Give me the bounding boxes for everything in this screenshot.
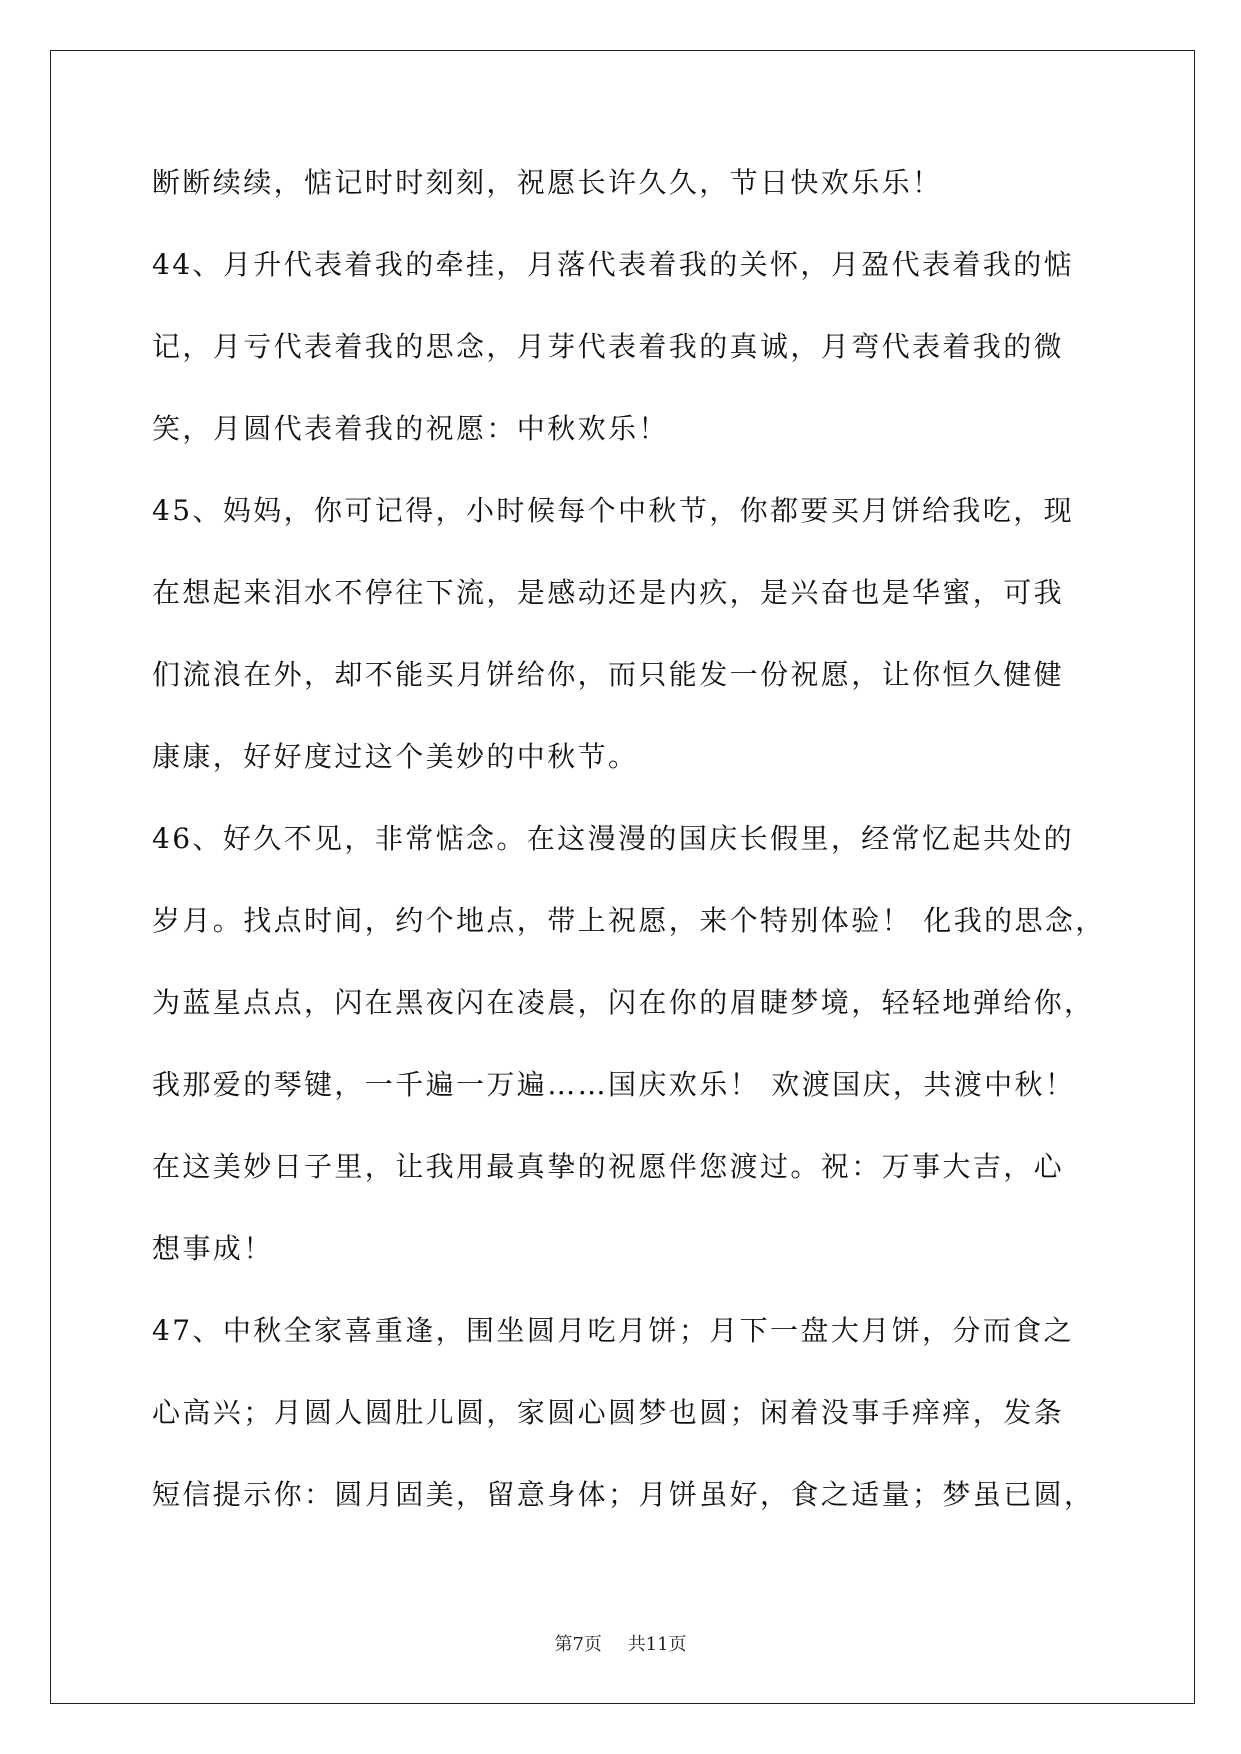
- text-line: 心高兴；月圆人圆肚儿圆，家圆心圆梦也圆；闲着没事手痒痒，发条: [152, 1396, 1065, 1429]
- document-body: [152, 160, 1112, 1554]
- text-line: 断断续续，惦记时时刻刻，祝愿长许久久，节日快欢乐乐！: [152, 166, 943, 199]
- text-line: 康康，好好度过这个美妙的中秋节。: [152, 740, 639, 773]
- text-line: 们流浪在外，却不能买月饼给你，而只能发一份祝愿，让你恒久健健: [152, 658, 1065, 691]
- text-line: 46、好久不见，非常惦念。在这漫漫的国庆长假里，经常忆起共处的: [152, 822, 1075, 855]
- text-line: 想事成！: [152, 1232, 274, 1265]
- page-footer: [0, 1630, 1241, 1656]
- text-line: 在想起来泪水不停往下流，是感动还是内疚，是兴奋也是华蜜，可我: [152, 576, 1065, 609]
- text-line: 记，月亏代表着我的思念，月芽代表着我的真诚，月弯代表着我的微: [152, 330, 1065, 363]
- page-number: 第7页: [554, 1634, 602, 1655]
- text-line: 短信提示你：圆月固美，留意身体；月饼虽好，食之适量；梦虽已圆，: [152, 1478, 1095, 1511]
- text-line: 笑，月圆代表着我的祝愿：中秋欢乐！: [152, 412, 669, 445]
- text-line: 44、月升代表着我的牵挂，月落代表着我的关怀，月盈代表着我的惦: [152, 248, 1075, 281]
- text-line: 45、妈妈，你可记得，小时候每个中秋节，你都要买月饼给我吃，现: [152, 494, 1075, 527]
- text-line: 岁月。找点时间，约个地点，带上祝愿，来个特别体验！ 化我的思念，: [152, 904, 1106, 937]
- text-line: 47、中秋全家喜重逢，围坐圆月吃月饼；月下一盘大月饼，分而食之: [152, 1314, 1075, 1347]
- text-line: 我那爱的琴键，一千遍一万遍……国庆欢乐！ 欢渡国庆，共渡中秋！: [152, 1068, 1076, 1101]
- text-line: 在这美妙日子里，让我用最真挚的祝愿伴您渡过。祝：万事大吉，心: [152, 1150, 1065, 1183]
- page-total: 共11页: [627, 1634, 687, 1655]
- text-line: 为蓝星点点，闪在黑夜闪在凌晨，闪在你的眉睫梦境，轻轻地弹给你，: [152, 986, 1095, 1019]
